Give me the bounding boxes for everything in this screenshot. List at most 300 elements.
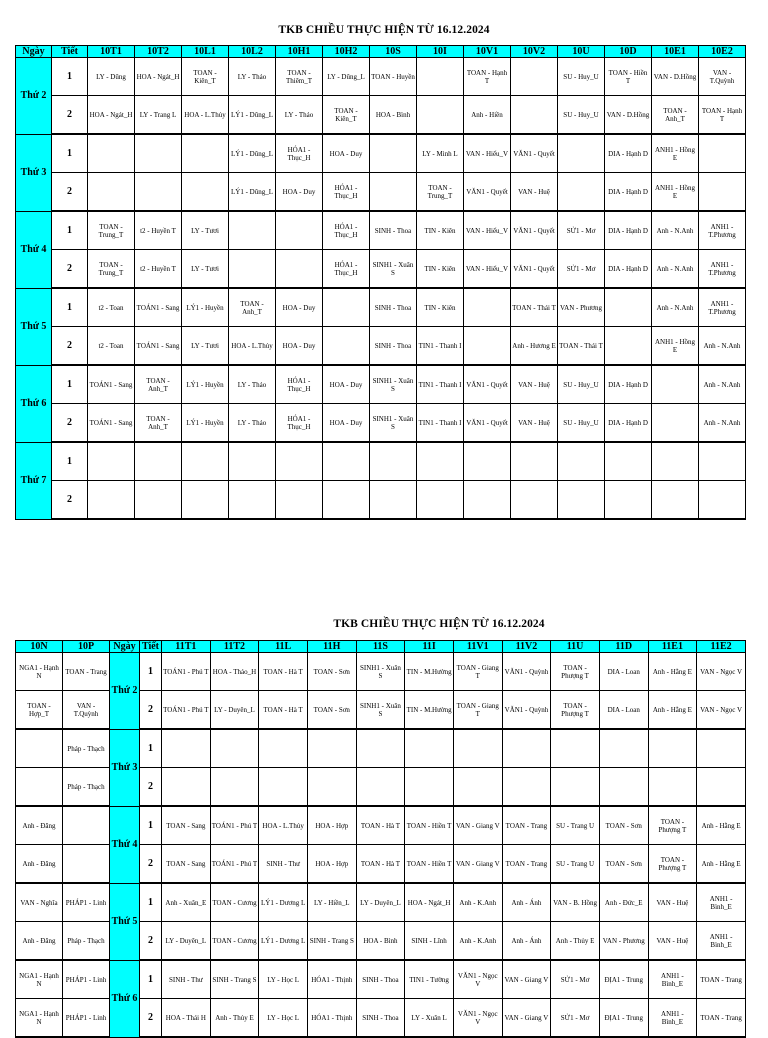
period-number: 2 xyxy=(52,173,88,212)
schedule-cell: TIN - Kiên xyxy=(417,288,464,327)
schedule-cell xyxy=(135,134,182,173)
schedule-cell: LY - Xuân L xyxy=(405,999,454,1038)
schedule-cell: TOAN - Sơn xyxy=(307,691,356,730)
schedule-cell: LY - Duyên_L xyxy=(162,922,211,961)
schedule-cell: LÝ1 - Dũng_L xyxy=(229,96,276,135)
period-number: 1 xyxy=(52,58,88,96)
schedule-cell: ANH1 - T.Phương xyxy=(699,250,746,289)
day-label: Thứ 6 xyxy=(110,960,140,1037)
schedule-cell: HOA - Ngát_H xyxy=(405,883,454,922)
schedule-cell: Anh - Ánh xyxy=(502,883,551,922)
schedule-cell: HÓA1 - Thục_H xyxy=(276,134,323,173)
schedule-cell: ANH1 - Hồng E xyxy=(652,327,699,366)
schedule-cell xyxy=(699,173,746,212)
column-header: 11D xyxy=(599,641,648,653)
column-header: 10E2 xyxy=(699,46,746,58)
schedule-cell: Anh - K.Anh xyxy=(453,883,502,922)
schedule-cell: HOA - Hợp xyxy=(307,845,356,884)
schedule-cell: LÝ1 - Dương L xyxy=(259,922,308,961)
schedule-cell: LÝ1 - Huyền xyxy=(182,365,229,404)
schedule-cell xyxy=(276,442,323,481)
table-row xyxy=(16,365,746,404)
table-row xyxy=(16,327,746,366)
schedule-cell: t2 - Toan xyxy=(88,288,135,327)
period-number: 2 xyxy=(140,845,162,884)
schedule-cell: VAN - Ngọc V xyxy=(697,691,746,730)
period-number: 1 xyxy=(140,729,162,768)
column-header: 10V1 xyxy=(464,46,511,58)
schedule-cell: NGA1 - Hạnh N xyxy=(16,999,63,1038)
column-header: 11I xyxy=(405,641,454,653)
schedule-cell: TOÁN1 - Sang xyxy=(88,404,135,443)
column-header: 10D xyxy=(605,46,652,58)
schedule-cell: SINH - Thoa xyxy=(356,999,405,1038)
schedule-cell xyxy=(558,442,605,481)
period-number: 2 xyxy=(52,481,88,520)
schedule-cell: t2 - Huyền T xyxy=(135,250,182,289)
schedule-cell: Anh - Đức_E xyxy=(599,883,648,922)
schedule-cell: VĂN1 - Quyết xyxy=(464,365,511,404)
period-number: 2 xyxy=(140,922,162,961)
schedule-cell: SU - Trang U xyxy=(551,845,600,884)
schedule-cell xyxy=(323,442,370,481)
period-number: 1 xyxy=(140,653,162,691)
column-header: 10U xyxy=(558,46,605,58)
schedule-cell: Pháp - Thạch xyxy=(63,922,110,961)
column-header: Tiết xyxy=(140,641,162,653)
schedule-cell xyxy=(558,134,605,173)
schedule-cell xyxy=(229,250,276,289)
table-row xyxy=(16,481,746,520)
schedule-cell: LY - Trang L xyxy=(135,96,182,135)
column-header: Tiết xyxy=(52,46,88,58)
schedule-cell xyxy=(276,481,323,520)
schedule-cell: TOAN - Trung_T xyxy=(88,211,135,250)
schedule-cell: LY - Tươi xyxy=(182,211,229,250)
column-header: 11E1 xyxy=(648,641,697,653)
schedule-cell xyxy=(464,288,511,327)
schedule-cell: Anh - Ánh xyxy=(502,922,551,961)
schedule-cell: HOA - Duy xyxy=(276,288,323,327)
schedule-cell: TOAN - Sang xyxy=(162,845,211,884)
schedule-cell xyxy=(210,768,259,807)
schedule-cell: TOAN - Anh_T xyxy=(652,96,699,135)
table-row xyxy=(16,653,746,691)
schedule-cell: HÓA1 - Thục_H xyxy=(276,404,323,443)
schedule-cell: VAN - D.Hồng xyxy=(605,96,652,135)
period-number: 1 xyxy=(52,211,88,250)
schedule-cell: TOÁN1 - Sang xyxy=(88,365,135,404)
schedule-cell: HÓA1 - Thục_H xyxy=(323,250,370,289)
schedule-cell: DIA - Hạnh D xyxy=(605,173,652,212)
schedule-cell: NGA1 - Hạnh N xyxy=(16,653,63,691)
schedule-cell: Anh - Đăng xyxy=(16,922,63,961)
schedule-cell: VAN - Huệ xyxy=(648,922,697,961)
schedule-cell xyxy=(417,481,464,520)
schedule-cell: SU - Huy_U xyxy=(558,58,605,96)
schedule-cell: VAN - Huệ xyxy=(511,173,558,212)
schedule-cell: t2 - Huyền T xyxy=(135,211,182,250)
schedule-cell: ANH1 - Hồng E xyxy=(652,173,699,212)
schedule-cell: VAN - B. Hồng xyxy=(551,883,600,922)
schedule-cell: HOA - Thảo_H xyxy=(210,653,259,691)
table-row xyxy=(16,960,746,999)
schedule-cell: Pháp - Thạch xyxy=(63,729,110,768)
schedule-cell: TOAN - Sơn xyxy=(599,845,648,884)
schedule-cell xyxy=(502,729,551,768)
schedule-cell: TOAN - Hà T xyxy=(259,691,308,730)
schedule-cell: TIN - Kiên xyxy=(417,250,464,289)
period-number: 1 xyxy=(52,288,88,327)
schedule-cell xyxy=(648,768,697,807)
schedule-cell: Anh - Hằng E xyxy=(697,845,746,884)
schedule-cell: TOAN - Cương xyxy=(210,922,259,961)
schedule-cell xyxy=(699,134,746,173)
schedule-cell xyxy=(16,729,63,768)
schedule-cell: TOAN - Giang T xyxy=(453,653,502,691)
timetable-10 xyxy=(15,45,746,520)
schedule-cell: SỬ1 - Mơ xyxy=(558,211,605,250)
day-label: Thứ 2 xyxy=(110,653,140,730)
schedule-cell: LÝ1 - Dũng_L xyxy=(229,173,276,212)
schedule-cell: PHÁP1 - Linh xyxy=(63,960,110,999)
schedule-cell: ĐỊA1 - Trung xyxy=(599,960,648,999)
schedule-cell: SINH - Thoa xyxy=(370,327,417,366)
schedule-cell: Anh - N.Anh xyxy=(699,327,746,366)
column-header: 10E1 xyxy=(652,46,699,58)
column-header: 10T2 xyxy=(135,46,182,58)
schedule-cell: VĂN1 - Ngọc V xyxy=(453,960,502,999)
schedule-cell: Anh - Thủy E xyxy=(551,922,600,961)
schedule-cell: VAN - Phương xyxy=(558,288,605,327)
schedule-cell xyxy=(652,481,699,520)
schedule-cell: ANH1 - Bình_E xyxy=(648,999,697,1038)
column-header: 11L xyxy=(259,641,308,653)
schedule-cell xyxy=(464,481,511,520)
schedule-cell: TIN - Kiên xyxy=(417,211,464,250)
schedule-cell: PHÁP1 - Linh xyxy=(63,883,110,922)
schedule-cell xyxy=(405,729,454,768)
schedule-cell: TOAN - Phượng T xyxy=(551,653,600,691)
schedule-cell xyxy=(182,173,229,212)
schedule-cell xyxy=(16,768,63,807)
schedule-cell: LÝ1 - Dũng_L xyxy=(229,134,276,173)
schedule-cell: TOAN - Anh_T xyxy=(229,288,276,327)
schedule-cell: ANH1 - Bình_E xyxy=(648,960,697,999)
schedule-cell: VĂN1 - Quỳnh xyxy=(502,691,551,730)
schedule-cell: TOAN - Trang xyxy=(502,806,551,845)
schedule-cell xyxy=(502,768,551,807)
schedule-cell xyxy=(558,481,605,520)
schedule-cell: VAN - D.Hồng xyxy=(652,58,699,96)
schedule-cell xyxy=(605,327,652,366)
schedule-cell: TIN - M.Hường xyxy=(405,653,454,691)
schedule-cell: SU - Huy_U xyxy=(558,96,605,135)
schedule-cell: HÓA1 - Thục_H xyxy=(276,365,323,404)
schedule-cell: HOA - Ngát_H xyxy=(135,58,182,96)
period-number: 2 xyxy=(52,327,88,366)
schedule-cell xyxy=(307,768,356,807)
schedule-cell: LÝ1 - Huyền xyxy=(182,288,229,327)
schedule-cell xyxy=(323,327,370,366)
schedule-cell: Anh - N.Anh xyxy=(699,404,746,443)
schedule-cell: TOÁN1 - Phú T xyxy=(162,691,211,730)
schedule-cell: TOAN - Phượng T xyxy=(648,806,697,845)
schedule-cell: SINH - Thư xyxy=(162,960,211,999)
schedule-cell: Anh - Hằng E xyxy=(697,806,746,845)
schedule-cell xyxy=(652,442,699,481)
schedule-cell: TOAN - Hiền T xyxy=(605,58,652,96)
column-header: 11T1 xyxy=(162,641,211,653)
period-number: 1 xyxy=(52,365,88,404)
schedule-cell: SINH1 - Xuân S xyxy=(370,404,417,443)
day-label: Thứ 3 xyxy=(16,134,52,211)
schedule-cell xyxy=(511,58,558,96)
schedule-cell: SINH1 - Xuân S xyxy=(356,653,405,691)
schedule-cell: TOAN - Sang xyxy=(162,806,211,845)
schedule-cell xyxy=(464,442,511,481)
schedule-cell: Anh - Xuân_E xyxy=(162,883,211,922)
period-number: 1 xyxy=(140,806,162,845)
table-row xyxy=(16,883,746,922)
schedule-cell: VĂN1 - Quyết xyxy=(464,173,511,212)
period-number: 1 xyxy=(140,883,162,922)
schedule-cell: TIN1 - Thanh I xyxy=(417,327,464,366)
schedule-cell: HÓA1 - Thục_H xyxy=(323,173,370,212)
schedule-cell xyxy=(551,768,600,807)
schedule-cell: LÝ1 - Dương L xyxy=(259,883,308,922)
table2-title: TKB CHIỀU THỰC HIỆN TỪ 16.12.2024 xyxy=(333,618,545,630)
column-header: 10S xyxy=(370,46,417,58)
schedule-cell: TOAN - Trang xyxy=(63,653,110,691)
schedule-cell xyxy=(88,173,135,212)
schedule-cell: Anh - Hằng E xyxy=(648,691,697,730)
schedule-cell: Anh - Đăng xyxy=(16,845,63,884)
schedule-cell: LY - Thảo xyxy=(229,58,276,96)
schedule-cell: TOAN - Sơn xyxy=(599,806,648,845)
column-header: 10I xyxy=(417,46,464,58)
schedule-cell: TOÁN1 - Phú T xyxy=(162,653,211,691)
schedule-cell xyxy=(135,173,182,212)
schedule-cell xyxy=(417,442,464,481)
schedule-cell xyxy=(699,442,746,481)
schedule-cell: HOA - Bình xyxy=(356,922,405,961)
day-label: Thứ 5 xyxy=(110,883,140,960)
schedule-cell xyxy=(356,768,405,807)
schedule-cell xyxy=(699,481,746,520)
table-row xyxy=(16,58,746,96)
column-header: 11S xyxy=(356,641,405,653)
column-header: 10L2 xyxy=(229,46,276,58)
schedule-cell xyxy=(182,442,229,481)
schedule-cell: VĂN1 - Quyết xyxy=(464,404,511,443)
schedule-cell: Anh - K.Anh xyxy=(453,922,502,961)
schedule-cell xyxy=(405,768,454,807)
timetable-11 xyxy=(15,640,746,1038)
schedule-cell: SỬ1 - Mơ xyxy=(558,250,605,289)
schedule-cell: SU - Huy_U xyxy=(558,404,605,443)
schedule-cell: VAN - Ngọc V xyxy=(697,653,746,691)
column-header: 11E2 xyxy=(697,641,746,653)
schedule-cell xyxy=(229,211,276,250)
schedule-cell: HOA - Bình xyxy=(370,96,417,135)
schedule-cell: VAN - Giang V xyxy=(502,960,551,999)
schedule-cell: PHÁP1 - Linh xyxy=(63,999,110,1038)
schedule-cell xyxy=(605,481,652,520)
schedule-cell: SINH - Thoa xyxy=(356,960,405,999)
schedule-cell: ANH1 - Hồng E xyxy=(652,134,699,173)
schedule-cell: Anh - Hương E xyxy=(511,327,558,366)
table-row xyxy=(16,173,746,212)
schedule-cell: TOAN - Hiền T xyxy=(405,806,454,845)
schedule-cell xyxy=(162,768,211,807)
schedule-cell: Anh - Thủy E xyxy=(210,999,259,1038)
schedule-cell: SINH1 - Xuân S xyxy=(356,691,405,730)
period-number: 1 xyxy=(52,134,88,173)
table-row xyxy=(16,442,746,481)
schedule-cell: TOAN - Trung_T xyxy=(417,173,464,212)
column-header: 10T1 xyxy=(88,46,135,58)
schedule-cell: TOAN - Trang xyxy=(697,999,746,1038)
schedule-cell xyxy=(551,729,600,768)
schedule-cell: LY - Thảo xyxy=(276,96,323,135)
schedule-cell: DIA - Hạnh D xyxy=(605,134,652,173)
schedule-cell xyxy=(356,729,405,768)
schedule-cell: TOAN - Anh_T xyxy=(135,404,182,443)
schedule-cell: HOA - Hợp xyxy=(307,806,356,845)
schedule-cell: Anh - Hằng E xyxy=(648,653,697,691)
period-number: 2 xyxy=(52,404,88,443)
period-number: 2 xyxy=(140,691,162,730)
schedule-cell: ANH1 - Bình_E xyxy=(697,922,746,961)
schedule-cell: TOÁN1 - Sang xyxy=(135,327,182,366)
day-label: Thứ 7 xyxy=(16,442,52,519)
table-row xyxy=(16,96,746,135)
schedule-cell: ANH1 - Bình_E xyxy=(697,883,746,922)
schedule-cell xyxy=(464,327,511,366)
column-header: 11T2 xyxy=(210,641,259,653)
schedule-cell: TOAN - Thái T xyxy=(511,288,558,327)
schedule-cell: HOA - Duy xyxy=(276,327,323,366)
schedule-cell xyxy=(511,481,558,520)
schedule-cell xyxy=(599,729,648,768)
schedule-cell: VĂN1 - Quyết xyxy=(511,211,558,250)
schedule-cell: LY - Học L xyxy=(259,999,308,1038)
schedule-cell: TOÁN1 - Phú T xyxy=(210,806,259,845)
schedule-cell: TOAN - Trung_T xyxy=(88,250,135,289)
schedule-cell xyxy=(229,481,276,520)
schedule-cell xyxy=(276,250,323,289)
schedule-cell xyxy=(259,768,308,807)
schedule-cell xyxy=(276,211,323,250)
schedule-cell: Anh - N.Anh xyxy=(652,211,699,250)
schedule-cell: LY - Thảo xyxy=(229,365,276,404)
period-number: 2 xyxy=(52,250,88,289)
column-header: 10N xyxy=(16,641,63,653)
schedule-cell: HOA - Thái H xyxy=(162,999,211,1038)
period-number: 1 xyxy=(140,960,162,999)
schedule-cell: TOAN - Trang xyxy=(502,845,551,884)
schedule-cell: DIA - Hạnh D xyxy=(605,365,652,404)
schedule-cell: Anh - N.Anh xyxy=(652,288,699,327)
period-number: 2 xyxy=(140,999,162,1038)
schedule-cell xyxy=(182,134,229,173)
schedule-cell: TOAN - Hiền T xyxy=(405,845,454,884)
column-header: 11V1 xyxy=(453,641,502,653)
schedule-cell xyxy=(511,96,558,135)
column-header: Ngày xyxy=(16,46,52,58)
schedule-cell xyxy=(652,404,699,443)
schedule-cell: TIN - M.Hường xyxy=(405,691,454,730)
schedule-cell xyxy=(599,768,648,807)
schedule-cell: VĂN1 - Quyết xyxy=(511,250,558,289)
table-row xyxy=(16,211,746,250)
schedule-cell: VAN - Giang V xyxy=(502,999,551,1038)
schedule-cell: NGA1 - Hạnh N xyxy=(16,960,63,999)
schedule-cell: HOA - Duy xyxy=(276,173,323,212)
schedule-cell xyxy=(511,442,558,481)
schedule-cell: Anh - Hiền xyxy=(464,96,511,135)
schedule-cell: DIA - Hạnh D xyxy=(605,250,652,289)
schedule-cell: ANH1 - T.Phương xyxy=(699,288,746,327)
table-row xyxy=(16,404,746,443)
schedule-cell: VAN - Hiếu_V xyxy=(464,134,511,173)
schedule-cell xyxy=(558,173,605,212)
schedule-cell: TOAN - Cương xyxy=(210,883,259,922)
period-number: 2 xyxy=(140,768,162,807)
column-header: 11H xyxy=(307,641,356,653)
schedule-cell: TIN1 - Tường xyxy=(405,960,454,999)
schedule-cell: TOAN - Trang xyxy=(697,960,746,999)
schedule-cell: LY - Tươi xyxy=(182,250,229,289)
schedule-cell: TOAN - Huyền xyxy=(370,58,417,96)
schedule-cell: VAN - Nghĩa xyxy=(16,883,63,922)
schedule-cell: LY - Duyên_L xyxy=(356,883,405,922)
schedule-cell: LY - Dũng_L xyxy=(323,58,370,96)
schedule-cell: t2 - Toan xyxy=(88,327,135,366)
schedule-cell xyxy=(210,729,259,768)
schedule-cell xyxy=(307,729,356,768)
schedule-cell xyxy=(88,442,135,481)
schedule-cell: HÓA1 - Thịnh xyxy=(307,999,356,1038)
schedule-cell: TOAN - Phượng T xyxy=(551,691,600,730)
schedule-cell xyxy=(605,442,652,481)
schedule-cell xyxy=(88,481,135,520)
schedule-cell: TOAN - Hạnh T xyxy=(699,96,746,135)
schedule-cell: SU - Trang U xyxy=(551,806,600,845)
schedule-cell: TOAN - Phượng T xyxy=(648,845,697,884)
schedule-cell: ĐỊA1 - Trung xyxy=(599,999,648,1038)
schedule-cell: SINH - Trang S xyxy=(307,922,356,961)
schedule-cell: VĂN1 - Ngọc V xyxy=(453,999,502,1038)
schedule-cell: LY - Học L xyxy=(259,960,308,999)
period-number: 1 xyxy=(52,442,88,481)
table-row xyxy=(16,134,746,173)
schedule-cell: VAN - Huệ xyxy=(511,365,558,404)
schedule-cell: VAN - Huệ xyxy=(648,883,697,922)
schedule-cell: SINH1 - Xuân S xyxy=(370,365,417,404)
schedule-cell: LY - Dũng xyxy=(88,58,135,96)
schedule-cell xyxy=(259,729,308,768)
day-label: Thứ 5 xyxy=(16,288,52,365)
schedule-cell xyxy=(605,288,652,327)
schedule-cell: HOA - L.Thủy xyxy=(182,96,229,135)
schedule-cell: TOAN - Hà T xyxy=(259,653,308,691)
schedule-cell: HOA - Ngát_H xyxy=(88,96,135,135)
schedule-cell: VAN - Phương xyxy=(599,922,648,961)
schedule-cell: LY - Hiền_L xyxy=(307,883,356,922)
schedule-cell xyxy=(652,365,699,404)
